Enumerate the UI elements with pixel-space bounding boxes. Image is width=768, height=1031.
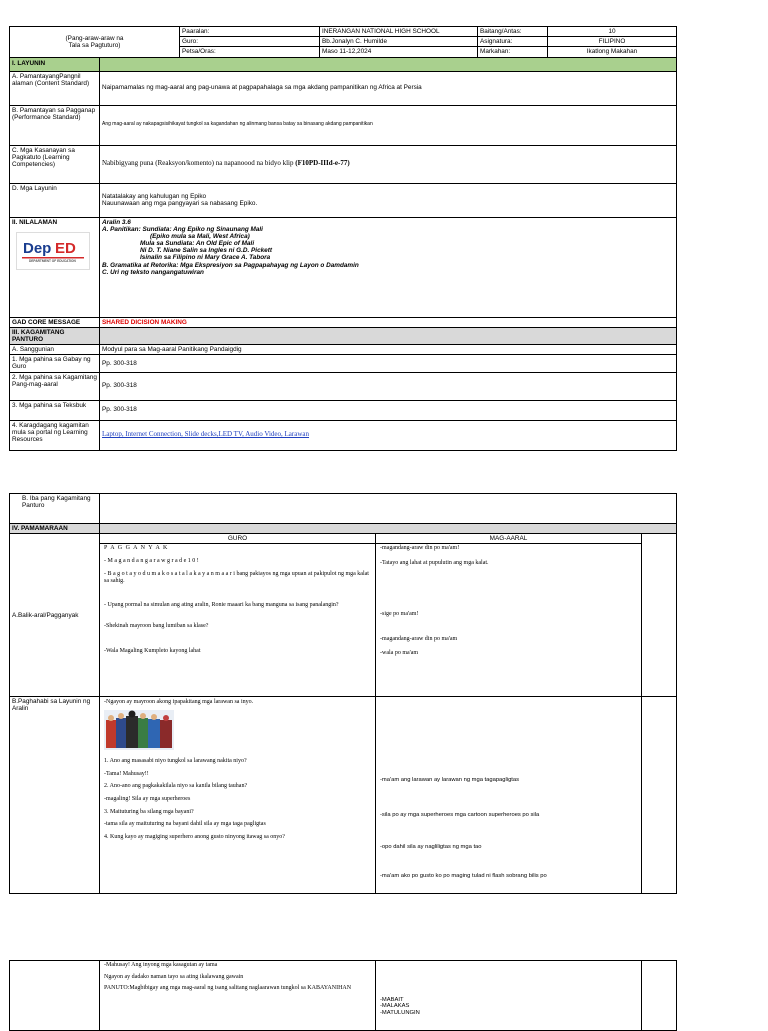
portal-link[interactable]: Laptop, Internet Connection, Slide decks,LED TV, Audio Video, Larawan bbox=[102, 430, 310, 439]
gabay-value: Pp. 300-318 bbox=[100, 355, 677, 372]
date-label: Petsa/Oras: bbox=[180, 47, 320, 57]
paghahabi-label: B.Paghahabi sa Layunin ng Aralin bbox=[10, 697, 100, 894]
quarter-label: Markahan: bbox=[478, 47, 548, 57]
svg-text:Dep: Dep bbox=[23, 239, 52, 257]
gad-label: GAD CORE MESSAGE bbox=[10, 317, 100, 327]
pamamaraan-heading-fill bbox=[100, 524, 677, 534]
quarter-value: Ikatlong Makahan bbox=[548, 47, 677, 57]
kagamitan-mag-aaral-label: 2. Mga pahina sa Kagamitang Pang-mag-aaral bbox=[10, 372, 100, 400]
pamamaraan-heading: IV. PAMAMARAAN bbox=[10, 524, 100, 534]
grade-label: Baitang/Antas: bbox=[478, 27, 548, 37]
content-standard-value: Naipamamalas ng mag-aaral ang pag-unawa at pagpapahalaga sa mga akdang pampanitikan ng Africa at Persia bbox=[100, 71, 677, 105]
subject-label: Asignatura: bbox=[478, 37, 548, 47]
iba-value bbox=[100, 494, 677, 524]
teksbuk-label: 3. Mga pahina sa Teksbuk bbox=[10, 400, 100, 420]
deped-logo bbox=[16, 232, 90, 270]
performance-standard-value: Ang mag-aaral ay nakapagsisihikayat tungkol sa kagandahan ng alinmang bansa batay sa binasang akdang pampanitikan bbox=[100, 105, 677, 145]
plan-title: (Pang-araw-araw na Tala sa Pagtuturo) bbox=[10, 27, 180, 58]
objectives-value: Natatalakay ang kahulugan ng Epiko Nauunawaan ang mga pangyayari sa nabasang Epiko. bbox=[100, 183, 677, 217]
balik-aral-label: A.Balik-aral/Pagganyak bbox=[10, 534, 100, 697]
date-value: Maso 11-12,2024 bbox=[320, 47, 478, 57]
page-1 bbox=[9, 26, 676, 451]
remarks-column-3 bbox=[642, 961, 677, 1031]
sanggunian-label: A. Sanggunian bbox=[10, 345, 100, 355]
nilalaman-content: Aralin 3.6 A. Panitikan: Sundiata: Ang Epiko ng Sinaunang Mali (Epiko mula sa Mali, West Africa) Mula sa Sundiata: An Old Epic of Mali Ni D. T. Niane Salin sa Ingles ni G.D. Pickett Isinalin sa Filipino ni Mary Grace A. Tabora B. Gramatika at Retorika: Mga Ekspresiyon sa Pagpapahayag ng Layon o Damdamin C. Uri ng teksto nangangatuwiran bbox=[100, 217, 677, 317]
kagamitan-mag-aaral-value: Pp. 300-318 bbox=[100, 372, 677, 400]
objectives-label: D. Mga Layunin bbox=[10, 183, 100, 217]
superheroes-image bbox=[104, 710, 174, 750]
deped-logo-icon bbox=[17, 233, 89, 269]
competency-code: (F10PD-IIId-e-77) bbox=[295, 159, 350, 168]
guro-heading: GURO bbox=[100, 534, 375, 544]
school-value: INERANGAN NATIONAL HIGH SCHOOL bbox=[320, 27, 478, 37]
competencies-label: C. Mga Kasanayan sa Pagkatuto (Learning Competencies) bbox=[10, 145, 100, 183]
kagamitan-heading-fill bbox=[100, 327, 677, 344]
layunin-heading-fill bbox=[100, 57, 677, 71]
grade-value: 10 bbox=[548, 27, 677, 37]
content-standard-label: A. PamantayangPangnil alaman (Content Standard) bbox=[10, 71, 100, 105]
competencies-value: Nabibigyang puna (Reaksyon/komento) na napanoood na bidyo klip (F10PD-IIId-e-77) bbox=[100, 145, 677, 183]
deped-logo-subtext: DEPARTMENT OF EDUCATION bbox=[29, 258, 76, 263]
continuation-mag-aaral: -MABAIT -MALAKAS -MATULUNGIN bbox=[376, 961, 642, 1031]
iba-label: B. Iba pang Kagamitang Panturo bbox=[10, 494, 100, 524]
teacher-label: Guro: bbox=[180, 37, 320, 47]
paghahabi-mag-aaral: -ma'am ang larawan ay larawan ng mga tagapagligtas -sila po ay mga superheroes mga cartoon superheroes po sila -opo dahil sila ay nagliligtas ng mga tao -ma'am ako po gusto ko po maging tulad ni flash sobrang bilis po bbox=[376, 697, 642, 894]
layunin-heading: I. LAYUNIN bbox=[10, 57, 100, 71]
continuation-guro: -Mahusay! Ang inyong mga kasagutan ay tama Ngayon ay dadako naman tayo sa ating ikalawang gawain PANUTO:Magbibigay ang mga mag-aaral ng isang salitang naglaarawan tungkol sa KABAYANIHAN bbox=[100, 961, 376, 1031]
page-3 bbox=[9, 960, 676, 1031]
teksbuk-value: Pp. 300-318 bbox=[100, 400, 677, 420]
teacher-value: Bb.Jonalyn C. Humilde bbox=[320, 37, 478, 47]
page-2 bbox=[9, 493, 676, 894]
remarks-column-2 bbox=[642, 697, 677, 894]
lesson-plan-table bbox=[9, 26, 677, 451]
paghahabi-guro: -Ngayon ay mayroon akong ipapakitang mga larawan sa inyo. 1. Ano ang masasabi niyo tungkol sa larawang nakita niyo? -Tama! Mahusay!! 2. Ano-ano ang pagkakakilala niyo sa kanila bilang tauhan? -magaling! Sila ay mga superheroes 3. Maituturing ba silang mga bayani? -tama sila ay maituturing na bayani dahil sila ay mga taga pagligtas 4. Kung kayo ay magiging superhero anong gusto ninyong itawag sa onyo? bbox=[100, 697, 376, 894]
sanggunian-value: Modyul para sa Mag-aaral Panitikang Pandaigdig bbox=[100, 345, 677, 355]
gabay-label: 1. Mga pahina sa Gabay ng Guro bbox=[10, 355, 100, 372]
pamamaraan-table bbox=[9, 493, 677, 894]
mag-aaral-column: MAG-AARAL -magandang-araw din po ma'am! -Tatayo ang lahat at pupulutin ang mga kalat. -sige po ma'am! -magandang-araw din po ma'am -wala po ma'am bbox=[376, 534, 642, 697]
gad-value: SHARED DICISION MAKING bbox=[100, 317, 677, 327]
nilalaman-label: II. NILALAMAN Dep ED DEPARTMENT OF EDUCATION bbox=[10, 217, 100, 317]
school-label: Paaralan: bbox=[180, 27, 320, 37]
svg-text:ED: ED bbox=[55, 239, 76, 257]
kagamitan-heading: III. KAGAMITANG PANTURO bbox=[10, 327, 100, 344]
subject-value: FILIPINO bbox=[548, 37, 677, 47]
guro-column: GURO P A G G A N Y A K - M a g a n d a n g a r a w g r a d e 1 0 ! - B a g o t a y o d u m a k o s a t a l a k a y a n m a a r i bang pakiayos ng mga upuan at pakipulot ng mga kalat sa sahig. - Upang pormal na simulan ang ating aralin, Ronie maaari ka bang manguna sa isang panalangin? -Shekinah mayroon bang lumiban sa klase? -Wala Magaling Kumpleto kayong lahat bbox=[100, 534, 376, 697]
portal-label: 4. Karagdagang kagamitan mula sa portal ng Learning Resources bbox=[10, 420, 100, 450]
continuation-label bbox=[10, 961, 100, 1031]
continuation-table bbox=[9, 960, 677, 1031]
mag-aaral-heading: MAG-AARAL bbox=[376, 534, 641, 544]
remarks-column bbox=[642, 534, 677, 697]
performance-standard-label: B. Pamantayan sa Pagganap (Performance Standard) bbox=[10, 105, 100, 145]
